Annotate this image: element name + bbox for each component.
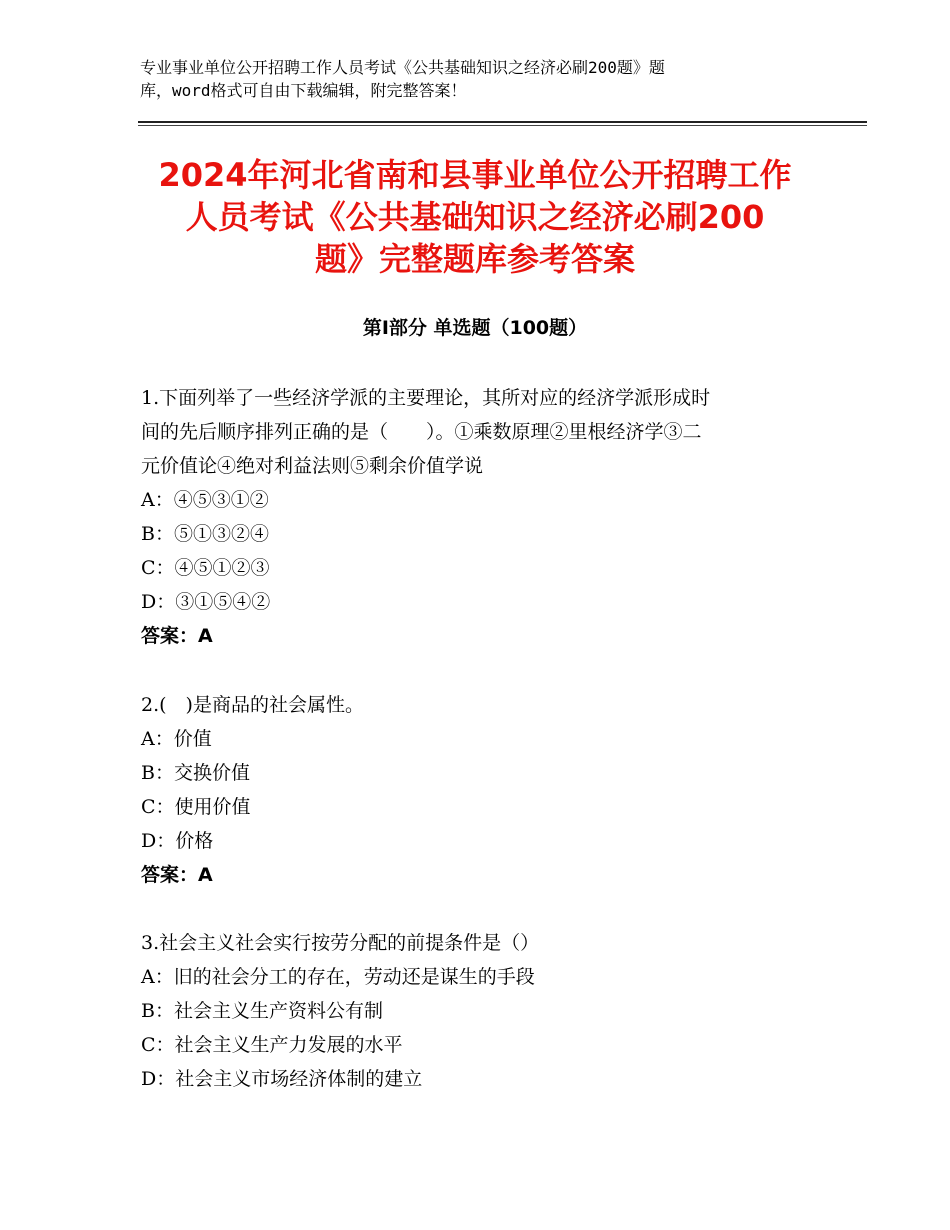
question-stem: 元价值论④绝对利益法则⑤剩余价值学说 <box>141 455 484 477</box>
question-stem: 间的先后顺序排列正确的是（ ）。①乘数原理②里根经济学③二 <box>141 421 702 443</box>
option-b: B：⑤①③②④ <box>141 523 269 545</box>
option-d: D：③①⑤④② <box>141 591 271 613</box>
option-b: B：交换价值 <box>141 762 250 784</box>
question-2 <box>141 688 831 892</box>
option-b: B：社会主义生产资料公有制 <box>141 1000 383 1022</box>
header-note-line: 库，word格式可自由下载编辑，附完整答案！ <box>140 81 467 100</box>
question-stem: 2.( )是商品的社会属性。 <box>141 694 364 716</box>
header-divider <box>138 121 867 123</box>
title-line: 人员考试《公共基础知识之经济必刷200 <box>185 198 765 236</box>
header-divider-thin <box>138 125 867 126</box>
option-c: C：④⑤①②③ <box>141 557 270 579</box>
option-c: C：社会主义生产力发展的水平 <box>141 1034 403 1056</box>
option-d: D：价格 <box>141 830 214 852</box>
option-a: A：旧的社会分工的存在，劳动还是谋生的手段 <box>141 966 535 988</box>
option-a: A：④⑤③①② <box>141 489 269 511</box>
answer: 答案：A <box>141 625 213 647</box>
option-a: A：价值 <box>141 728 212 750</box>
question-3 <box>141 926 831 1096</box>
section-title: 第Ⅰ部分 单选题（100题） <box>362 317 588 339</box>
title-line: 题》完整题库参考答案 <box>314 240 635 278</box>
option-d: D：社会主义市场经济体制的建立 <box>141 1068 423 1090</box>
question-1 <box>141 381 831 653</box>
answer: 答案：A <box>141 864 213 886</box>
header-note <box>140 56 780 102</box>
question-stem: 3.社会主义社会实行按劳分配的前提条件是（） <box>141 932 540 954</box>
header-note-line: 专业事业单位公开招聘工作人员考试《公共基础知识之经济必刷200题》题 <box>140 58 665 77</box>
question-stem: 1.下面列举了一些经济学派的主要理论，其所对应的经济学派形成时 <box>141 387 711 409</box>
title-line: 2024年河北省南和县事业单位公开招聘工作 <box>158 156 792 194</box>
option-c: C：使用价值 <box>141 796 251 818</box>
document-title <box>120 154 830 280</box>
